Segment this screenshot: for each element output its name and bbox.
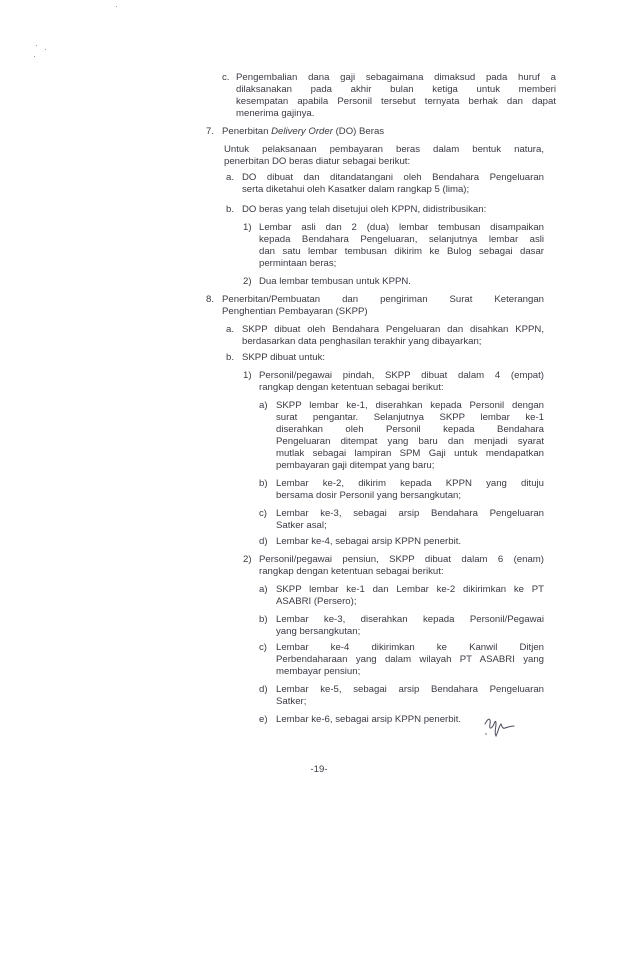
section-8-b1c-line-1: Lembar ke-3, sebagai arsip Bendahara Pengeluaran [276,508,544,519]
section-8-b2-line-2: rangkap dengan ketentuan sebagai berikut: [259,566,444,577]
section-8-b2a-line-1: SKPP lembar ke-1 dan Lembar ke-2 dikirimkan ke PT [276,584,544,595]
section-8-b1a-line-6: pembayaran gaji ditempat yang baru; [276,460,435,471]
section-7-b1-line-2: kepada Bendahara Pengeluaran, selanjutnya lembar asli [259,234,544,245]
section-8-title-line-1: Penerbitan/Pembuatan dan pengiriman Surat Keterangan [222,294,544,305]
item-marker: d) [259,536,268,547]
item-marker: c) [259,508,267,519]
section-8-b-line-1: SKPP dibuat untuk: [242,352,326,363]
section-8-b1b-line-2: bersama dosir Personil yang bersangkutan; [276,490,462,501]
section-8-title-line-2: Penghentian Pembayaran (SKPP) [222,306,368,317]
item-c-line-4: menerima gajinya. [236,108,315,119]
scan-speck [116,6,117,7]
item-c-line-1: Pengembalian dana gaji sebagaimana dimaksud pada huruf a [236,72,556,83]
section-8-b1a-line-2: surat pengantar. Selanjutnya SKPP lembar ke-1 [276,412,544,423]
item-marker: c. [222,72,230,83]
section-8-b2d-line-2: Satker; [276,696,307,707]
section-8-b2c-line-3: membayar pensiun; [276,666,361,677]
item-marker: a. [226,172,235,183]
section-8-b1c-line-2: Satker asal; [276,520,327,531]
item-marker: c) [259,642,267,653]
section-7-a-line-1: DO dibuat dan ditandatangani oleh Bendahara Pengeluaran [242,172,544,183]
item-marker: 2) [243,554,252,565]
section-7-b2-line-1: Dua lembar tembusan untuk KPPN. [259,276,411,287]
scan-speck [36,45,37,46]
item-marker: e) [259,714,268,725]
section-7-a-line-2: serta diketahui oleh Kasatker dalam rangkap 5 (lima); [242,184,470,195]
title-text: (DO) Beras [332,126,385,137]
scan-speck [45,49,46,50]
section-7-intro-line-1: Untuk pelaksanaan pembayaran beras dalam bentuk natura, [224,144,544,155]
item-marker: d) [259,684,268,695]
section-8-b2e-line-1: Lembar ke-6, sebagai arsip KPPN penerbit. [276,714,462,725]
section-8-b1a-line-1: SKPP lembar ke-1, diserahkan kepada Personil dengan [276,400,544,411]
title-text: Penerbitan [222,126,272,137]
title-italic-text: Delivery Order [271,126,333,137]
item-c-line-2: dilaksanakan pada akhir bulan ketiga untuk memberi [236,84,556,95]
section-7-title [222,126,384,138]
section-8-b1b-line-1: Lembar ke-2, dikirim kepada KPPN yang dituju [276,478,544,489]
handwritten-paraf-signature [482,712,516,738]
section-7-intro-line-2: penerbitan DO beras diatur sebagai berikut: [224,156,411,167]
item-marker: 1) [243,222,252,233]
item-marker: a) [259,584,268,595]
section-8-b2a-line-2: ASABRI (Persero); [276,596,357,607]
section-8-b2b-line-1: Lembar ke-3, diserahkan kepada Personil/Pegawai [276,614,544,625]
section-8-b2c-line-1: Lembar ke-4 dikirimkan ke Kanwil Ditjen [276,642,544,653]
section-8-b2-line-1: Personil/pegawai pensiun, SKPP dibuat dalam 6 (enam) [259,554,544,565]
section-8-b1a-line-3: diserahkan oleh Personil kepada Bendahara [276,424,544,435]
section-7-b1-line-1: Lembar asli dan 2 (dua) lembar tembusan disampaikan [259,222,544,233]
section-8-b2b-line-2: yang bersangkutan; [276,626,361,637]
item-marker: a. [226,324,235,335]
section-marker: 8. [206,294,215,305]
item-c-line-3: kesempatan apabila Personil tersebut ternyata berhak dan dapat [236,96,556,107]
item-marker: a) [259,400,268,411]
section-8-b1a-line-5: mutlak sebagai lampiran SPM Gaji untuk mendapatkan [276,448,544,459]
section-8-b2c-line-2: Perbendaharaan yang dalam wilayah PT ASABRI yang [276,654,544,665]
section-7-b1-line-4: permintaan beras; [259,258,337,269]
section-7-b1-line-3: dan satu lembar tembusan dikirim ke Bulog sebagai dasar [259,246,544,257]
item-marker: b) [259,614,268,625]
section-8-a-line-2: berdasarkan data penghasilan terakhir yang dibayarkan; [242,336,482,347]
section-8-a-line-1: SKPP dibuat oleh Bendahara Pengeluaran dan disahkan KPPN, [242,324,544,335]
section-8-b1-line-1: Personil/pegawai pindah, SKPP dibuat dalam 4 (empat) [259,370,544,381]
item-marker: b. [226,204,235,215]
item-marker: 2) [243,276,252,287]
section-marker: 7. [206,126,215,137]
section-8-b2d-line-1: Lembar ke-5, sebagai arsip Bendahara Pengeluaran [276,684,544,695]
page-number: -19- [310,764,328,775]
item-marker: b. [226,352,235,363]
section-8-b1a-line-4: Pengeluaran ditempat yang baru dan menjadi syarat [276,436,544,447]
item-marker: b) [259,478,268,489]
section-8-b1-line-2: rangkap dengan ketentuan sebagai berikut: [259,382,444,393]
section-8-b1d-line-1: Lembar ke-4, sebagai arsip KPPN penerbit. [276,536,462,547]
item-marker: 1) [243,370,252,381]
scan-speck [34,56,35,57]
section-7-b-line-1: DO beras yang telah disetujui oleh KPPN, didistribusikan: [242,204,487,215]
